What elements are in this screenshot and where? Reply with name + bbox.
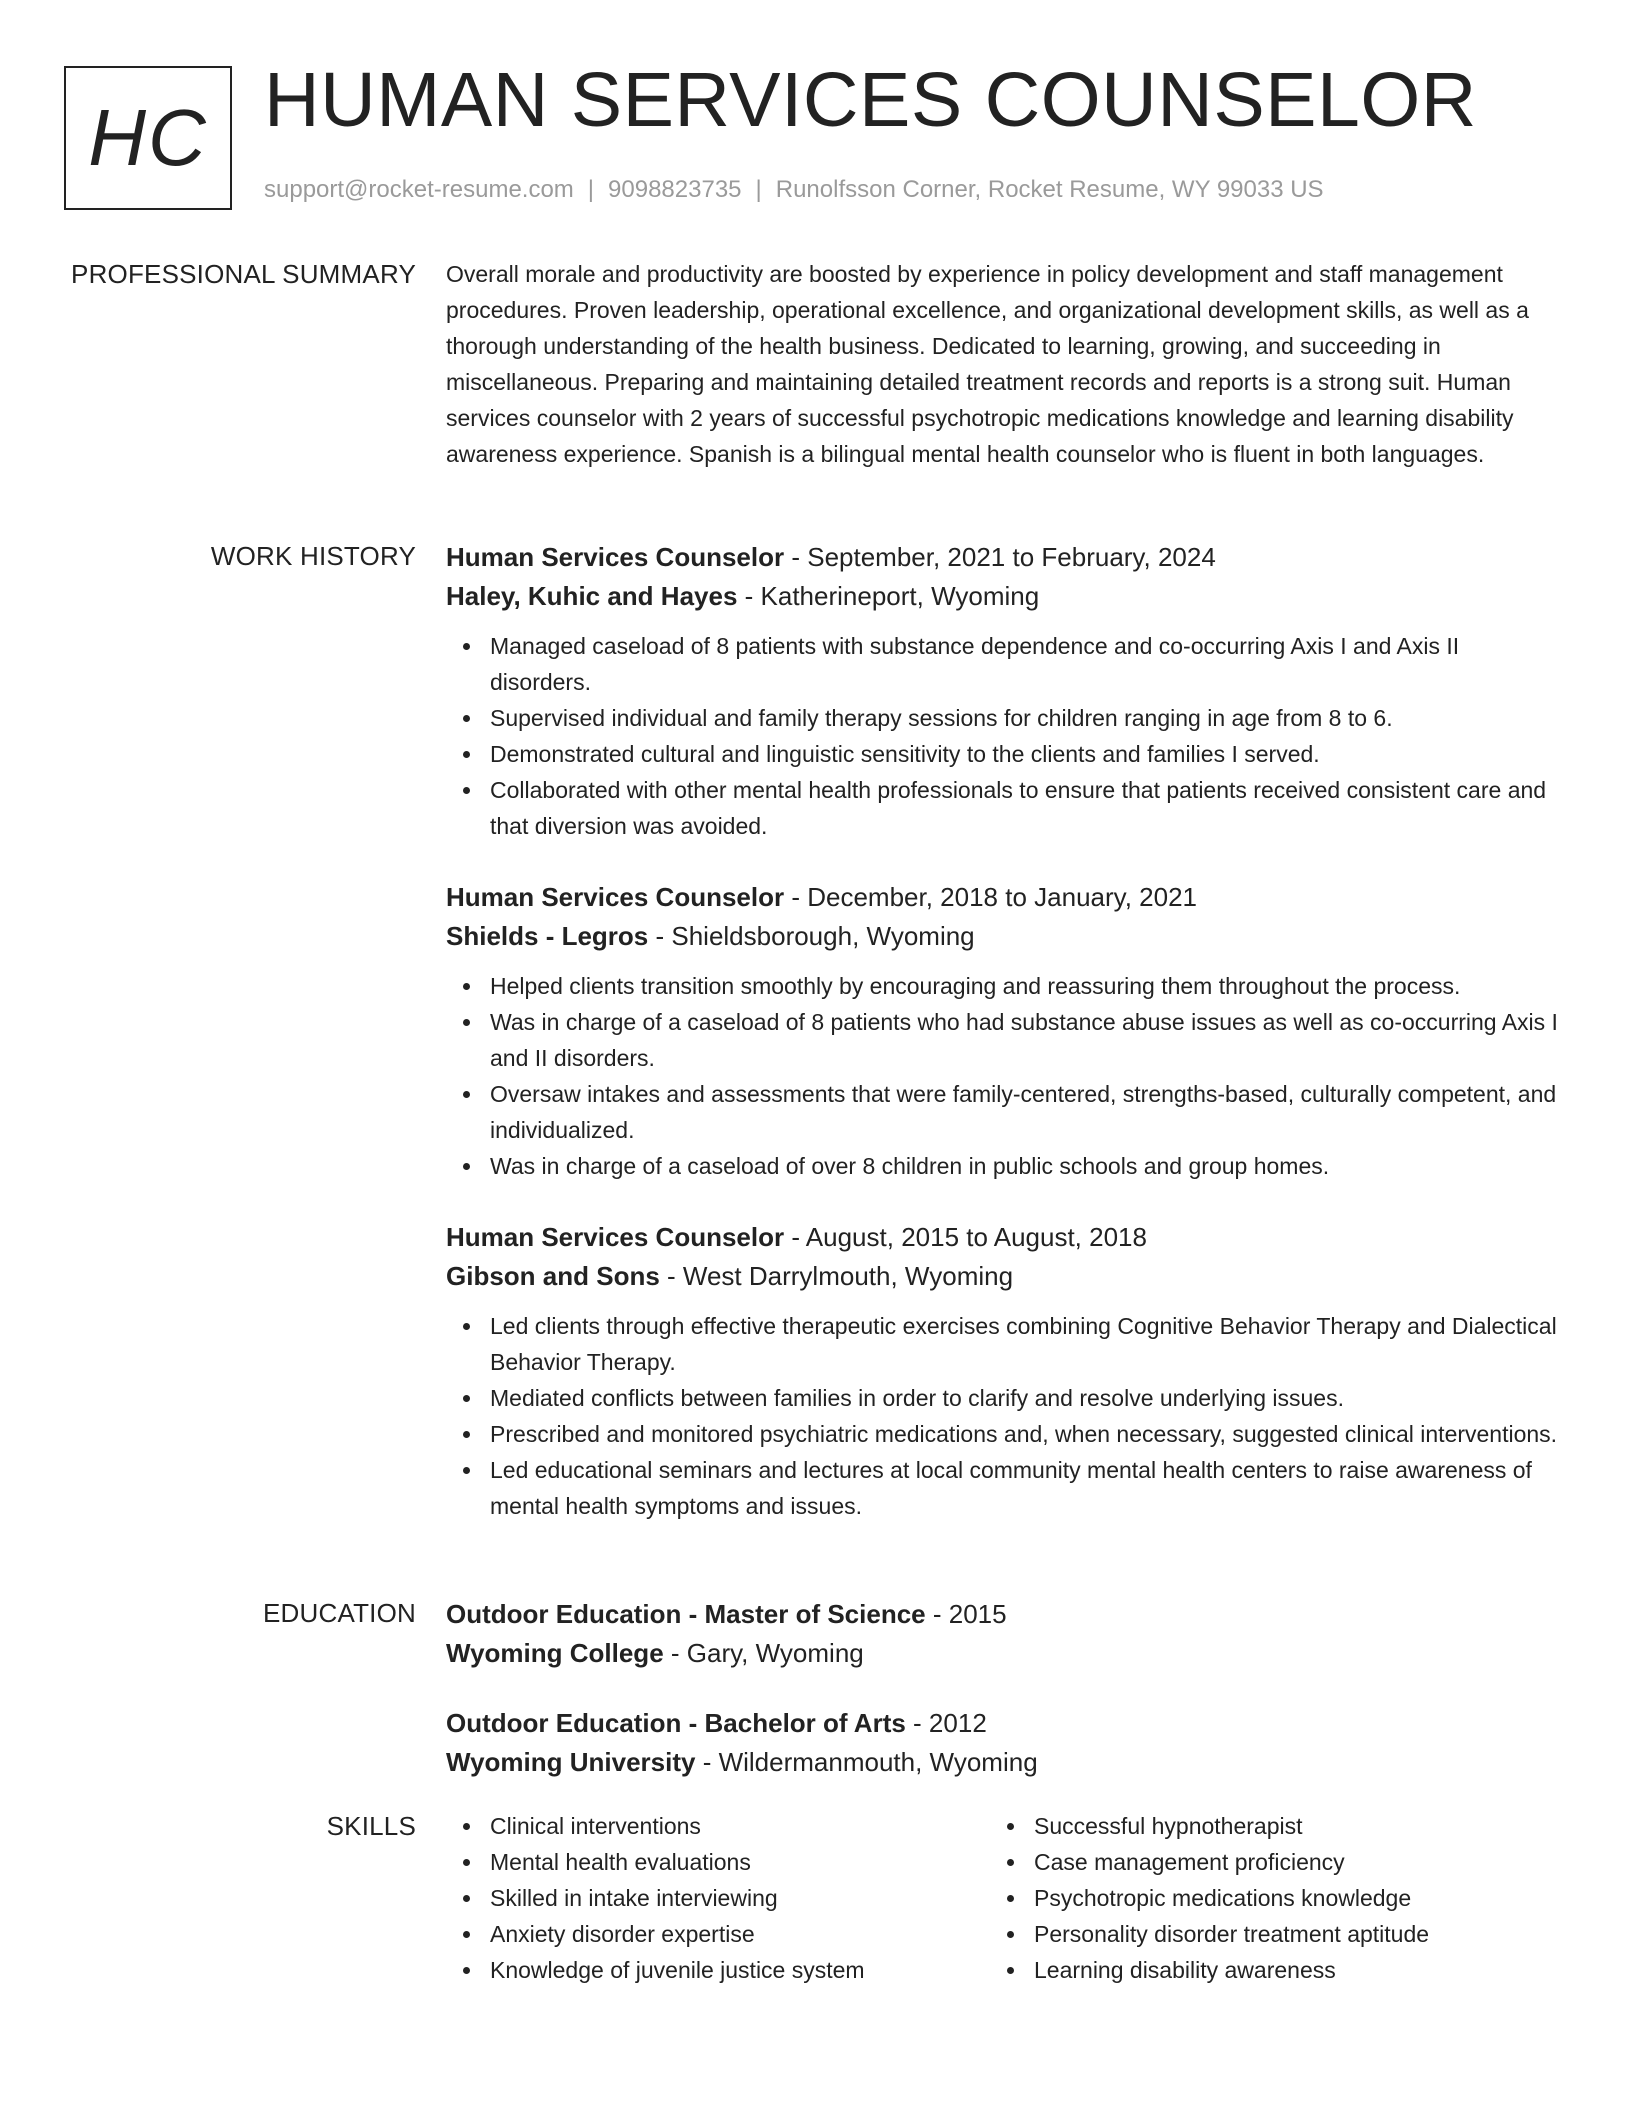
job-dates: - August, 2015 to August, 2018: [784, 1222, 1147, 1252]
list-item: Demonstrated cultural and linguistic sensitivity to the clients and families I served.: [446, 736, 1566, 772]
job-company: Haley, Kuhic and Hayes: [446, 581, 738, 611]
job-title: Human Services Counselor: [446, 1222, 785, 1252]
list-item: Anxiety disorder expertise: [446, 1916, 986, 1952]
job-title-line: [446, 538, 1566, 577]
list-item: Was in charge of a caseload of over 8 children in public schools and group homes.: [446, 1148, 1566, 1184]
job-entry: [446, 1218, 1566, 1524]
section-heading: SKILLS: [326, 1811, 416, 1841]
list-item: Learning disability awareness: [990, 1952, 1530, 1988]
list-item: Skilled in intake interviewing: [446, 1880, 986, 1916]
summary-text: Overall morale and productivity are boosted by experience in policy development and staff management procedures. Proven leadership, operational excellence, and organizational development skills, as well as a thorough understanding of the health business. Dedicated to learning, growing, and succeeding in miscellaneous. Preparing and maintaining detailed treatment records and reports is a strong suit. Human services counselor with 2 years of successful psychotropic medications knowledge and learning disability awareness experience. Spanish is a bilingual mental health counselor who is fluent in both languages.: [446, 261, 1529, 467]
list-item: Personality disorder treatment aptitude: [990, 1916, 1530, 1952]
list-item: Clinical interventions: [446, 1808, 986, 1844]
contact-email[interactable]: support@rocket-resume.com: [264, 176, 574, 203]
list-item: Knowledge of juvenile justice system: [446, 1952, 986, 1988]
list-item: Supervised individual and family therapy sessions for children ranging in age from 8 to 6.: [446, 700, 1566, 736]
list-item: Led clients through effective therapeutic exercises combining Cognitive Behavior Therapy and Dialectical Behavior Therapy.: [446, 1308, 1566, 1380]
list-item: Successful hypnotherapist: [990, 1808, 1530, 1844]
job-company-line: [446, 1257, 1566, 1296]
education-entry: [446, 1595, 1566, 1673]
list-item: Oversaw intakes and assessments that were family-centered, strengths-based, culturally competent, and individualized.: [446, 1076, 1566, 1148]
list-item: Mediated conflicts between families in order to clarify and resolve underlying issues.: [446, 1380, 1566, 1416]
job-dates: - December, 2018 to January, 2021: [784, 882, 1198, 912]
skills-column-left: [446, 1808, 986, 1988]
job-bullets: [446, 628, 1566, 844]
list-item: Collaborated with other mental health professionals to ensure that patients received consistent care and that diversion was avoided.: [446, 772, 1566, 844]
school-name: Wyoming University: [446, 1747, 696, 1777]
job-location: - Shieldsborough, Wyoming: [648, 921, 975, 951]
skills-column-right: [990, 1808, 1530, 1988]
job-company: Shields - Legros: [446, 921, 649, 951]
contact-phone[interactable]: 9098823735: [608, 176, 742, 203]
list-item: Mental health evaluations: [446, 1844, 986, 1880]
degree-name: Outdoor Education - Bachelor of Arts: [446, 1708, 906, 1738]
degree-line: [446, 1595, 1566, 1634]
school-name: Wyoming College: [446, 1638, 664, 1668]
degree-name: Outdoor Education - Master of Science: [446, 1599, 926, 1629]
contact-address: Runolfsson Corner, Rocket Resume, WY 99033 US: [775, 176, 1324, 203]
list-item: Case management proficiency: [990, 1844, 1530, 1880]
contact-line: [264, 176, 1324, 205]
degree-line: [446, 1704, 1566, 1743]
job-title-line: [446, 1218, 1566, 1257]
skills-list: [990, 1808, 1530, 1988]
job-title: Human Services Counselor: [446, 542, 785, 572]
job-company-line: [446, 577, 1566, 616]
contact-separator: |: [587, 176, 595, 203]
school-location: - Gary, Wyoming: [663, 1638, 864, 1668]
contact-separator: |: [755, 176, 762, 203]
section-body: [446, 256, 1566, 472]
monogram-initials: HC: [88, 93, 208, 182]
job-company: Gibson and Sons: [446, 1261, 660, 1291]
school-line: [446, 1743, 1566, 1782]
job-bullets: [446, 1308, 1566, 1524]
degree-year: - 2012: [905, 1708, 987, 1738]
job-dates: - September, 2021 to February, 2024: [784, 542, 1216, 572]
job-title-line: [446, 878, 1566, 917]
skills-list: [446, 1808, 986, 1988]
school-line: [446, 1634, 1566, 1673]
degree-year: - 2015: [925, 1599, 1007, 1629]
education-entry: [446, 1704, 1566, 1782]
section-heading: PROFESSIONAL SUMMARY: [71, 259, 416, 289]
list-item: Helped clients transition smoothly by encouraging and reassuring them throughout the process.: [446, 968, 1566, 1004]
job-company-line: [446, 917, 1566, 956]
list-item: Prescribed and monitored psychiatric medications and, when necessary, suggested clinical interventions.: [446, 1416, 1566, 1452]
job-entry: [446, 538, 1566, 844]
section-heading: EDUCATION: [263, 1598, 416, 1628]
job-location: - Katherineport, Wyoming: [737, 581, 1040, 611]
section-heading: WORK HISTORY: [210, 541, 416, 571]
resume-title: HUMAN SERVICES COUNSELOR: [264, 57, 1477, 143]
school-location: - Wildermanmouth, Wyoming: [695, 1747, 1038, 1777]
list-item: Managed caseload of 8 patients with substance dependence and co-occurring Axis I and Axis II disorders.: [446, 628, 1566, 700]
job-title: Human Services Counselor: [446, 882, 785, 912]
list-item: Was in charge of a caseload of 8 patients who had substance abuse issues as well as co-occurring Axis I and II disorders.: [446, 1004, 1566, 1076]
list-item: Psychotropic medications knowledge: [990, 1880, 1530, 1916]
job-entry: [446, 878, 1566, 1184]
job-bullets: [446, 968, 1566, 1184]
list-item: Led educational seminars and lectures at local community mental health centers to raise awareness of mental health symptoms and issues.: [446, 1452, 1566, 1524]
monogram-box: [64, 66, 232, 210]
job-location: - West Darrylmouth, Wyoming: [659, 1261, 1014, 1291]
